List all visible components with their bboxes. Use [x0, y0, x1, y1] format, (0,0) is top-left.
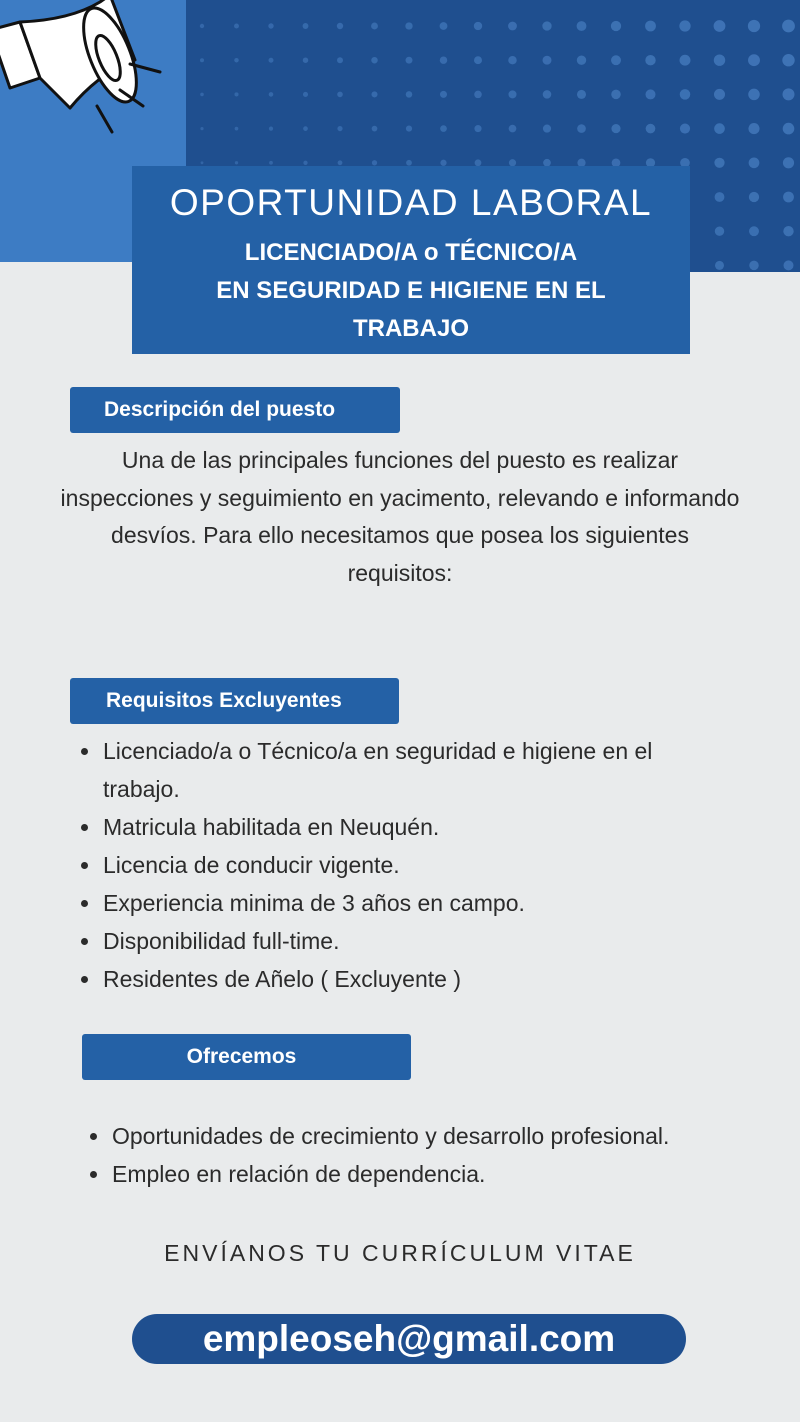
title-banner — [132, 166, 690, 354]
description-label: Descripción del puesto — [70, 387, 400, 433]
list-item: Oportunidades de crecimiento y desarrollo profesional. — [88, 1117, 768, 1155]
list-item: Empleo en relación de dependencia. — [88, 1155, 768, 1193]
offer-label: Ofrecemos — [82, 1034, 411, 1080]
list-item: Matricula habilitada en Neuquén. — [79, 808, 719, 846]
job-title-line-3: TRABAJO — [352, 315, 469, 342]
cta-text: ENVÍANOS TU CURRÍCULUM VITAE — [164, 1240, 636, 1266]
description-text: Una de las principales funciones del puesto es realizar inspecciones y seguimiento en yacimento, relevando e informando desvíos. Para ello necesitamos que posea los siguientes requisitos: — [60, 447, 740, 586]
list-item: Disponibilidad full-time. — [79, 922, 719, 960]
requirements-label: Requisitos Excluyentes — [70, 678, 399, 724]
page-title: OPORTUNIDAD LABORAL — [169, 182, 653, 223]
job-title-line-1: LICENCIADO/A o TÉCNICO/A — [244, 239, 578, 266]
list-item: Experiencia minima de 3 años en campo. — [79, 884, 719, 922]
list-item: Licencia de conducir vigente. — [79, 846, 719, 884]
job-title-line-2: EN SEGURIDAD E HIGIENE EN EL — [216, 277, 606, 304]
list-item: Licenciado/a o Técnico/a en seguridad e higiene en el trabajo. — [79, 732, 719, 808]
megaphone-icon — [0, 0, 175, 140]
email-button[interactable] — [132, 1314, 686, 1364]
list-item: Residentes de Añelo ( Excluyente ) — [79, 960, 719, 998]
requirements-list — [79, 732, 719, 998]
offer-list — [88, 1117, 768, 1193]
job-position-title — [132, 234, 690, 348]
email-address[interactable]: empleoseh@gmail.com — [202, 1318, 616, 1359]
